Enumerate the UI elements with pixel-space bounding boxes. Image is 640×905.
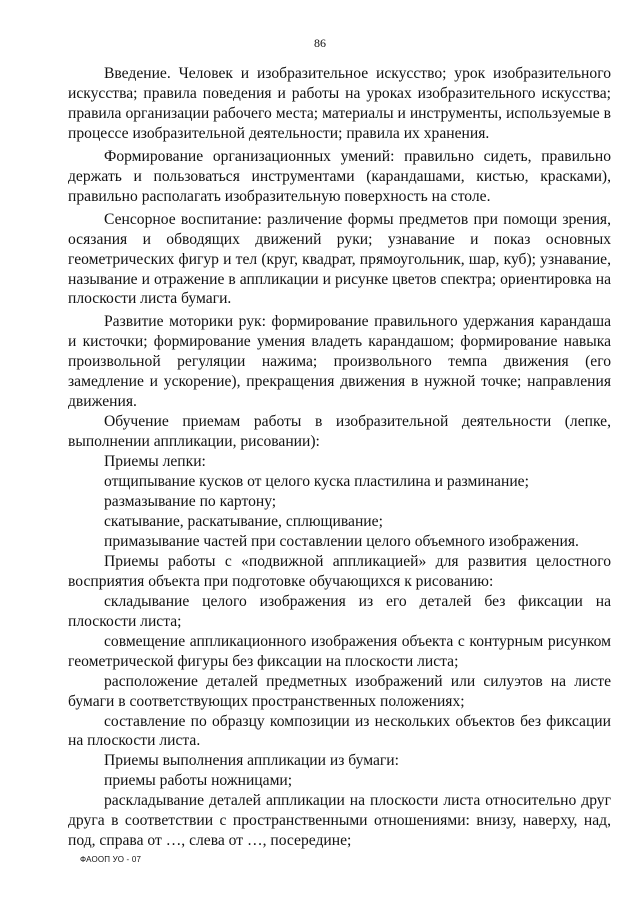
list-item: размазывание по картону; xyxy=(104,493,277,511)
paragraph-paper-applique-heading: Приемы выполнения аппликации из бумаги: xyxy=(104,752,399,770)
paragraph-movable-applique: Приемы работы с «подвижной аппликацией» для развития целостного восприятия объекта при подготовке обучающихся к рисованию: xyxy=(68,552,611,590)
paragraph-hand-motor-skills: Развитие моторики рук: формирование правильного удержания карандаша и кисточки; формирование умения владеть карандашом; формирование навыка произвольной регуляции нажима; произвольного темпа движения (его замедление и ускорение), прекращения движения в нужной точке; направления движения. xyxy=(68,313,611,411)
paragraph-modeling-heading: Приемы лепки: xyxy=(104,453,206,471)
paragraph-introduction: Введение. Человек и изобразительное искусство; урок изобразительного искусства; правила поведения и работы на уроках изобразительного искусства; правила организации рабочего места; материалы и инструменты, используемые в процессе изобразительной деятельности; правила их хранения. xyxy=(68,65,611,142)
list-item: складывание целого изображения из его деталей без фиксации на плоскости листа; xyxy=(68,592,611,630)
list-item: совмещение аппликационного изображения объекта с контурным рисунком геометрической фигуры без фиксации на плоскости листа; xyxy=(68,632,611,670)
paragraph-organizational-skills: Формирование организационных умений: правильно сидеть, правильно держать и пользоваться инструментами (карандашами, кистью, красками), правильно располагать изобразительную поверхность на столе. xyxy=(68,147,611,205)
body-text xyxy=(68,64,611,851)
list-item: составление по образцу композиции из нескольких объектов без фиксации на плоскости листа. xyxy=(68,712,611,750)
paragraph-teaching-techniques: Обучение приемам работы в изобразительной деятельности (лепке, выполнении аппликации, рисовании): xyxy=(68,413,611,451)
list-item: расположение деталей предметных изображений или силуэтов на листе бумаги в соответствующих пространственных положениях; xyxy=(68,672,611,710)
page-number: 86 xyxy=(314,36,326,50)
list-item: примазывание частей при составлении целого объемного изображения. xyxy=(104,532,579,550)
list-item: отщипывание кусков от целого куска пластилина и разминание; xyxy=(104,473,529,491)
paragraph-sensory-education: Сенсорное воспитание: различение формы предметов при помощи зрения, осязания и обводящих движений руки; узнавание и показ основных геометрических фигур и тел (круг, квадрат, прямоугольник, шар, куб); узнавание, называние и отражение в аппликации и рисунке цветов спектра; ориентировка на плоскости листа бумаги. xyxy=(68,210,611,308)
list-item: раскладывание деталей аппликации на плоскости листа относительно друг друга в соответствии с пространственными отношениями: внизу, наверху, над, под, справа от …, слева от …, посередине; xyxy=(68,792,611,850)
list-item: скатывание, раскатывание, сплющивание; xyxy=(104,512,383,530)
list-item: приемы работы ножницами; xyxy=(104,772,293,790)
page-footer: ФАООП УО - 07 xyxy=(80,855,142,864)
